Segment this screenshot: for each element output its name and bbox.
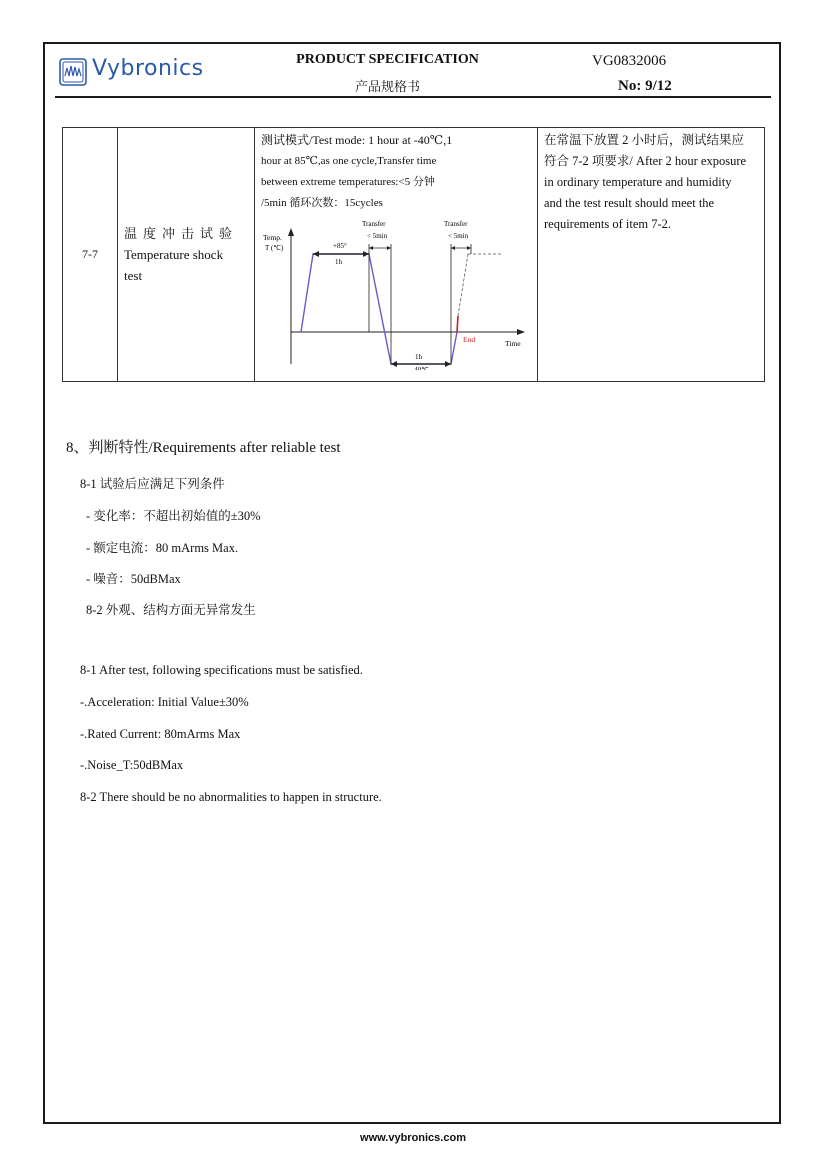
item-name-zh: 温度冲击试验 bbox=[124, 226, 239, 241]
y-axis-label-1: Temp. bbox=[263, 233, 282, 242]
document-number: VG0832006 bbox=[592, 53, 667, 69]
result-line: and the test result should meet the bbox=[544, 196, 715, 210]
transfer-2-limit: < 5min bbox=[448, 232, 469, 240]
result-line: 在常温下放置 2 小时后，测试结果应 bbox=[544, 133, 745, 147]
y-axis-label-2: T (℃) bbox=[265, 244, 284, 252]
vybronics-logo-icon bbox=[59, 58, 89, 86]
item-name-en-1: Temperature shock bbox=[124, 247, 224, 262]
document-subtitle: 产品规格书 bbox=[354, 79, 420, 94]
item-name-en-2: test bbox=[124, 268, 143, 283]
zh-line: 8-1 试验后应满足下列条件 bbox=[80, 477, 225, 491]
transfer-2-label: Transfer bbox=[444, 220, 468, 228]
high-temp-label: +85° bbox=[333, 242, 347, 250]
zh-line: - 变化率：不超出初始值的±30% bbox=[86, 509, 261, 523]
high-dwell-label: 1h bbox=[335, 258, 342, 266]
en-line: 8-2 There should be no abnormalities to happen in structure. bbox=[80, 790, 382, 804]
result-line: in ordinary temperature and humidity bbox=[544, 175, 732, 189]
transfer-1-label: Transfer bbox=[362, 220, 386, 228]
low-temp-label: - 40℃ bbox=[410, 366, 429, 370]
thermal-cycle-diagram bbox=[255, 214, 535, 370]
spec-table bbox=[62, 127, 765, 382]
zh-line: - 噪音：50dBMax bbox=[86, 572, 181, 586]
test-method-cell bbox=[255, 128, 538, 382]
table-row bbox=[63, 128, 765, 382]
test-result-cell bbox=[538, 128, 765, 382]
method-line: /5min 循环次数：15cycles bbox=[261, 197, 383, 209]
result-line: requirements of item 7-2. bbox=[544, 217, 672, 231]
logo-text: Vybronics bbox=[92, 56, 204, 81]
zh-line: 8-2 外观、结构方面无异常发生 bbox=[86, 603, 256, 617]
en-line: -.Noise_T:50dBMax bbox=[80, 758, 184, 772]
en-line: -.Rated Current: 80mArms Max bbox=[80, 727, 241, 741]
document-title: PRODUCT SPECIFICATION bbox=[296, 52, 479, 67]
end-label: End bbox=[463, 335, 476, 344]
temperature-curve bbox=[301, 254, 457, 364]
x-axis-label: Time bbox=[505, 339, 521, 348]
section-8-title: 8、判断特性/Requirements after reliable test bbox=[66, 440, 341, 456]
method-line: between extreme temperatures:<5 分钟 bbox=[261, 176, 435, 188]
header-divider bbox=[55, 96, 771, 98]
test-method-text bbox=[255, 128, 537, 214]
low-dwell-label: 1h bbox=[415, 353, 422, 361]
footer-url[interactable]: www.vybronics.com bbox=[360, 1132, 466, 1144]
en-line: 8-1 After test, following specifications must be satisfied. bbox=[80, 663, 363, 677]
page-number: No: 9/12 bbox=[618, 78, 672, 94]
result-line: 符合 7-2 项要求/ After 2 hour exposure bbox=[544, 154, 747, 168]
method-line: hour at 85℃,as one cycle,Transfer time bbox=[261, 155, 437, 167]
transfer-1-limit: < 5min bbox=[367, 232, 388, 240]
item-number: 7-7 bbox=[63, 128, 118, 382]
item-name bbox=[118, 128, 255, 382]
zh-line: - 额定电流：80 mArms Max. bbox=[86, 541, 239, 555]
method-line: 测试模式/Test mode: 1 hour at -40℃,1 bbox=[261, 133, 453, 147]
en-line: -.Acceleration: Initial Value±30% bbox=[80, 695, 249, 709]
